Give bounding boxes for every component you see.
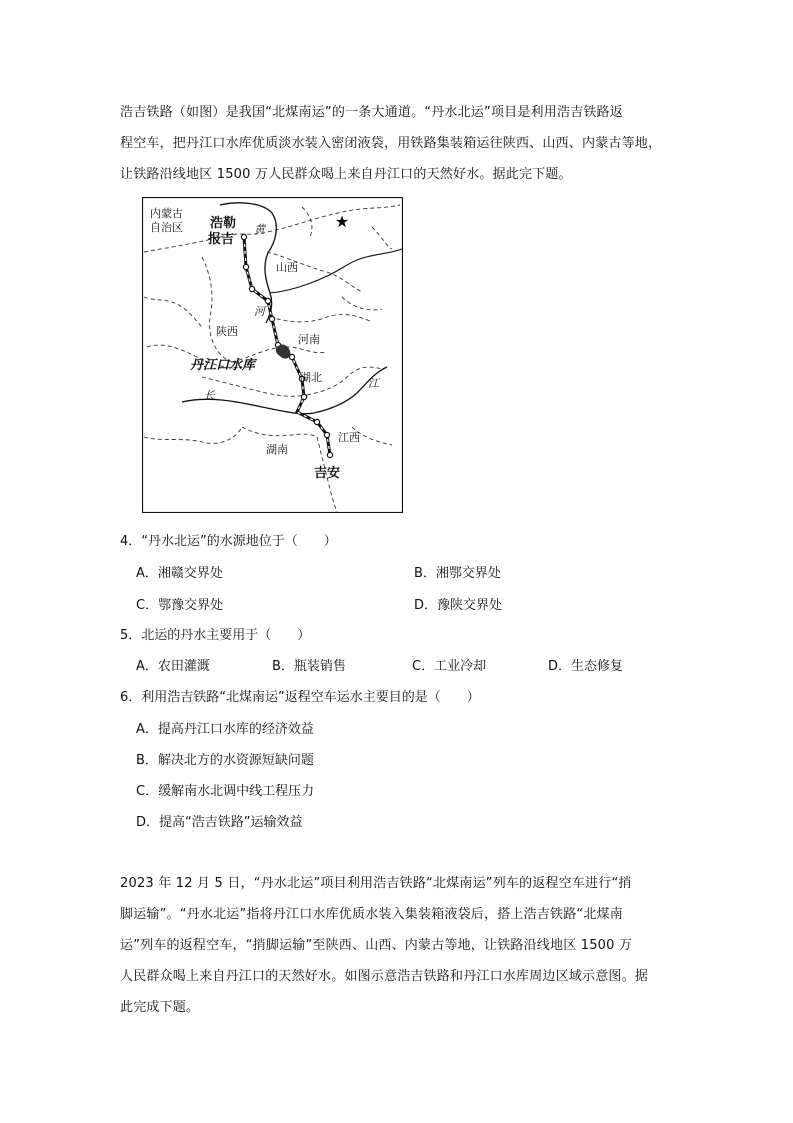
q6-option-c: C．缓解南水北调中线工程压力 [136,784,315,799]
label-huang: 黄 [254,223,265,236]
q6-option-d: D．提高“浩吉铁路”运输效益 [136,815,303,830]
label-shaanxi: 陕西 [216,325,238,338]
intro-line-1: 浩吉铁路（如图）是我国“北煤南运”的一条大通道。“丹水北运”项目是利用浩吉铁路返 [120,105,623,120]
label-hubei: 湖北 [300,371,322,384]
question-4-stem: 4．“丹水北运”的水源地位于（ ） [120,534,337,549]
q5-option-d: D．生态修复 [548,659,624,674]
label-haolebaoji-1: 浩勒 [210,216,237,231]
passage-2 [120,868,680,1023]
label-danjiangkou: 丹江口水库 [190,358,256,373]
q5-option-a: A．农田灌溉 [136,659,210,674]
passage-2-line-5: 此完成下题。 [120,1000,200,1015]
q4-option-c: C．鄂豫交界处 [136,598,224,613]
label-inner-mongolia-2: 自治区 [150,221,183,234]
q4-option-b: B．湘鄂交界处 [414,566,501,581]
label-haolebaoji-2: 报吉 [208,232,235,247]
label-shanxi: 山西 [276,261,298,274]
railway-map [142,197,403,513]
label-henan: 河南 [298,333,320,346]
label-jian: 吉安 [314,466,341,481]
q6-option-b: B．解决北方的水资源短缺问题 [136,753,314,768]
question-5-stem: 5．北运的丹水主要用于（ ） [120,628,311,643]
star-icon: ★ [334,212,350,231]
intro-paragraph [120,97,680,190]
label-he: 河 [254,305,265,318]
question-6-stem: 6．利用浩吉铁路“北煤南运”返程空车运水主要目的是（ ） [120,690,480,705]
intro-line-3: 让铁路沿线地区 1500 万人民群众喝上来自丹江口的天然好水。据此完下题。 [120,167,572,182]
passage-2-line-4: 人民群众喝上来自丹江口的天然好水。如图示意浩吉铁路和丹江口水库周边区域示意图。据 [120,969,649,984]
passage-2-line-2: 脚运输”。“丹水北运”指将丹江口水库优质水装入集装箱液袋后，搭上浩吉铁路“北煤南 [120,907,623,922]
label-jiangxi: 江西 [338,431,360,444]
q4-option-a: A．湘赣交界处 [136,566,223,581]
q6-option-a: A．提高丹江口水库的经济效益 [136,722,314,737]
intro-line-2: 程空车，把丹江口水库优质淡水装入密闭液袋，用铁路集装箱运往陕西、山西、内蒙古等地， [120,136,662,151]
passage-2-line-1: 2023 年 12 月 5 日，“丹水北运”项目利用浩吉铁路“北煤南运”列车的返程空车进行“捎 [120,876,632,891]
q5-option-b: B．瓶装销售 [272,659,346,674]
label-chang: 长 [204,389,215,402]
label-hunan: 湖南 [266,443,288,456]
label-inner-mongolia-1: 内蒙古 [150,207,183,220]
passage-2-line-3: 运”列车的返程空车，“捎脚运输”至陕西、山西、内蒙古等地，让铁路沿线地区 1500 万 [120,938,633,953]
label-jiang: 江 [368,377,379,390]
q4-option-d: D．豫陕交界处 [414,598,503,613]
q5-option-c: C．工业冷却 [412,659,487,674]
